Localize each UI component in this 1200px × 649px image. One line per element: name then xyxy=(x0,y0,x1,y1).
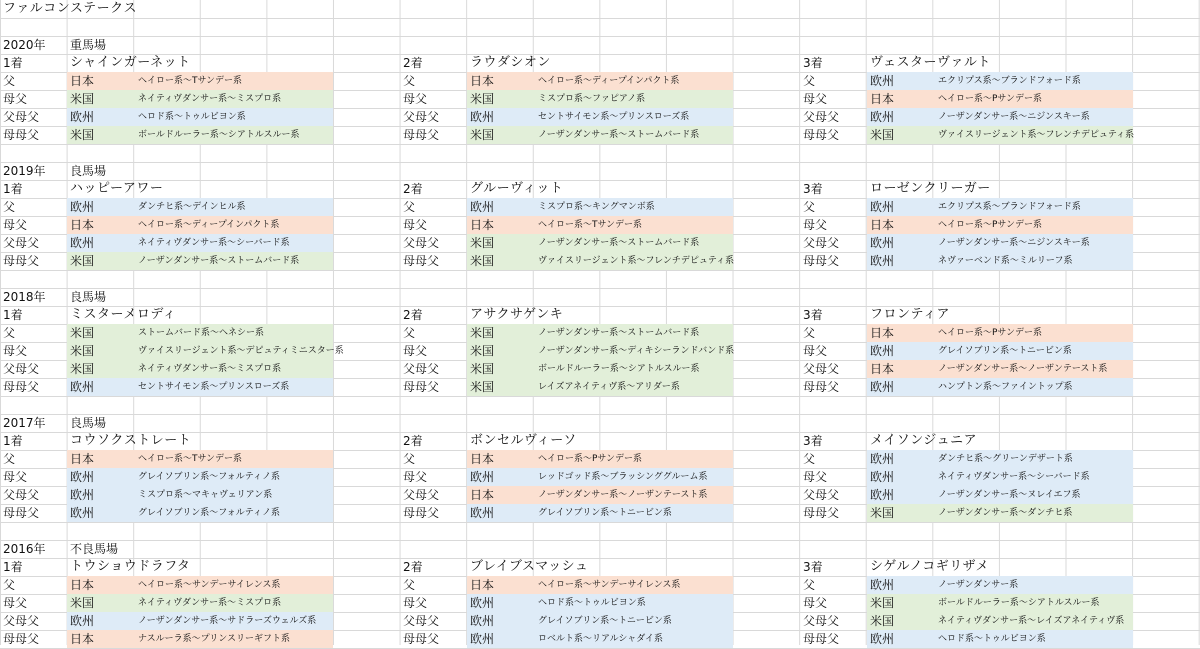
sire-line-cell[interactable]: ダンチヒ系〜グリーンデザート系 xyxy=(933,450,1133,468)
region-cell[interactable]: 日本 xyxy=(867,360,933,378)
sire-line-cell[interactable]: ダンチヒ系〜デインヒル系 xyxy=(133,198,333,216)
lineage-label-cell[interactable]: 母父 xyxy=(403,470,428,484)
region-cell[interactable]: 米国 xyxy=(467,234,533,252)
region-cell[interactable]: 欧州 xyxy=(867,198,933,216)
region-cell[interactable]: 日本 xyxy=(467,450,533,468)
region-cell[interactable]: 米国 xyxy=(467,360,533,378)
year-row xyxy=(0,162,1200,181)
placing-cell[interactable]: 2着 xyxy=(403,182,423,196)
region-cell[interactable]: 米国 xyxy=(467,252,533,270)
sire-line-cell[interactable]: ノーザンダンサー系〜ストームバード系 xyxy=(533,324,733,342)
lineage-label-cell[interactable]: 父 xyxy=(3,452,16,466)
pedigree-row xyxy=(0,198,1200,217)
lineage-label-cell[interactable]: 母母父 xyxy=(3,128,40,142)
region-cell[interactable]: 日本 xyxy=(467,576,533,594)
region-cell[interactable]: 米国 xyxy=(67,360,133,378)
sire-line-cell[interactable]: グレイソブリン系〜フォルティノ系 xyxy=(133,468,333,486)
horse-name-cell[interactable]: ヴェスターヴァルト xyxy=(870,55,991,70)
lineage-label-cell[interactable]: 父母父 xyxy=(403,362,440,376)
blank-row xyxy=(0,522,1200,541)
region-cell[interactable]: 欧州 xyxy=(467,594,533,612)
region-cell[interactable]: 日本 xyxy=(867,216,933,234)
horse-name-cell[interactable]: コウソクストレート xyxy=(70,433,192,448)
sire-line-cell[interactable]: ヘイロー系〜ディープインパクト系 xyxy=(533,72,733,90)
lineage-label-cell[interactable]: 母母父 xyxy=(803,254,840,268)
lineage-label-cell[interactable]: 父 xyxy=(803,200,816,214)
sire-line-cell[interactable]: ノーザンダンサー系〜ストームバード系 xyxy=(133,252,333,270)
horse-name-cell[interactable]: シゲルノコギリザメ xyxy=(870,559,990,574)
sire-line-cell[interactable]: ノーザンダンサー系〜ノーザンテースト系 xyxy=(933,360,1133,378)
lineage-label-cell[interactable]: 父母父 xyxy=(803,488,840,502)
pedigree-row xyxy=(0,126,1200,145)
sire-line-cell[interactable]: ミスプロ系〜ファピアノ系 xyxy=(533,90,733,108)
placing-cell[interactable]: 2着 xyxy=(403,560,423,574)
pedigree-row xyxy=(0,324,1200,343)
placing-cell[interactable]: 3着 xyxy=(803,56,823,70)
horse-name-cell[interactable]: トウショウドラフタ xyxy=(70,559,191,574)
year-cell[interactable]: 2016年 xyxy=(3,542,46,556)
lineage-label-cell[interactable]: 父 xyxy=(3,578,16,592)
pedigree-row xyxy=(0,90,1200,109)
lineage-label-cell[interactable]: 母父 xyxy=(3,218,28,232)
track-condition-cell[interactable]: 良馬場 xyxy=(70,290,107,304)
region-cell[interactable]: 欧州 xyxy=(67,504,133,522)
region-cell[interactable]: 欧州 xyxy=(867,108,933,126)
sire-line-cell[interactable]: ノーザンダンサー系〜サドラーズウェルズ系 xyxy=(133,612,333,630)
lineage-label-cell[interactable]: 父母父 xyxy=(803,236,840,250)
region-cell[interactable]: 米国 xyxy=(67,90,133,108)
region-cell[interactable]: 日本 xyxy=(67,216,133,234)
blank-row xyxy=(0,396,1200,415)
placing-row xyxy=(0,180,1200,199)
lineage-label-cell[interactable]: 父母父 xyxy=(3,488,40,502)
lineage-label-cell[interactable]: 父母父 xyxy=(803,362,840,376)
horse-name-cell[interactable]: ボンセルヴィーソ xyxy=(470,433,577,448)
pedigree-row xyxy=(0,342,1200,361)
sire-line-cell[interactable]: ヘロド系〜トゥルビヨン系 xyxy=(133,108,333,126)
pedigree-row xyxy=(0,234,1200,253)
pedigree-row xyxy=(0,108,1200,127)
horse-name-cell[interactable]: ラウダシオン xyxy=(470,55,551,70)
placing-cell[interactable]: 1着 xyxy=(3,434,23,448)
placing-cell[interactable]: 2着 xyxy=(403,434,423,448)
lineage-label-cell[interactable]: 父母父 xyxy=(3,236,40,250)
placing-row xyxy=(0,54,1200,73)
lineage-label-cell[interactable]: 母母父 xyxy=(803,128,840,142)
pedigree-row xyxy=(0,612,1200,631)
placing-cell[interactable]: 1着 xyxy=(3,308,23,322)
sire-line-cell[interactable]: レッドゴッド系〜ブラッシンググルーム系 xyxy=(533,468,733,486)
pedigree-row xyxy=(0,576,1200,595)
sire-line-cell[interactable]: ネイティヴダンサー系〜レイズアネイティヴ系 xyxy=(933,612,1133,630)
lineage-label-cell[interactable]: 父 xyxy=(403,452,416,466)
lineage-label-cell[interactable]: 母父 xyxy=(803,92,828,106)
horse-name-cell[interactable]: アサクサゲンキ xyxy=(470,307,564,322)
horse-name-cell[interactable]: ブレイブスマッシュ xyxy=(470,559,589,574)
region-cell[interactable]: 日本 xyxy=(467,486,533,504)
region-cell[interactable]: 米国 xyxy=(467,324,533,342)
region-cell[interactable]: 欧州 xyxy=(467,630,533,648)
pedigree-row xyxy=(0,504,1200,523)
sire-line-cell[interactable]: ノーザンダンサー系〜ヌレイエフ系 xyxy=(933,486,1133,504)
pedigree-row xyxy=(0,468,1200,487)
sire-line-cell[interactable]: ヘイロー系〜Pサンデー系 xyxy=(533,450,733,468)
region-cell[interactable]: 欧州 xyxy=(867,252,933,270)
region-cell[interactable]: 欧州 xyxy=(67,378,133,396)
lineage-label-cell[interactable]: 母父 xyxy=(403,218,428,232)
year-row xyxy=(0,288,1200,307)
region-cell[interactable]: 欧州 xyxy=(67,108,133,126)
sire-line-cell[interactable]: ノーザンダンサー系〜ニジンスキー系 xyxy=(933,108,1133,126)
region-cell[interactable]: 米国 xyxy=(467,378,533,396)
region-cell[interactable]: 欧州 xyxy=(867,630,933,648)
sire-line-cell[interactable]: ネイティヴダンサー系〜ミスプロ系 xyxy=(133,90,333,108)
lineage-label-cell[interactable]: 父 xyxy=(403,326,416,340)
sire-line-cell[interactable]: ネイティヴダンサー系〜シーバード系 xyxy=(133,234,333,252)
lineage-label-cell[interactable]: 母父 xyxy=(403,596,428,610)
sire-line-cell[interactable]: ネヴァーベンド系〜ミルリーフ系 xyxy=(933,252,1133,270)
region-cell[interactable]: 米国 xyxy=(467,126,533,144)
pedigree-row xyxy=(0,594,1200,613)
track-condition-cell[interactable]: 良馬場 xyxy=(70,416,107,430)
sire-line-cell[interactable]: ノーザンダンサー系〜ノーザンテースト系 xyxy=(533,486,733,504)
lineage-label-cell[interactable]: 母父 xyxy=(803,344,828,358)
placing-cell[interactable]: 3着 xyxy=(803,434,823,448)
track-condition-cell[interactable]: 重馬場 xyxy=(70,38,107,52)
lineage-label-cell[interactable]: 父母父 xyxy=(403,110,440,124)
placing-cell[interactable]: 3着 xyxy=(803,308,823,322)
title-row xyxy=(0,0,1200,19)
sire-line-cell[interactable]: ヘイロー系〜サンデーサイレンス系 xyxy=(133,576,333,594)
lineage-label-cell[interactable]: 母母父 xyxy=(803,632,840,646)
region-cell[interactable]: 日本 xyxy=(867,90,933,108)
region-cell[interactable]: 米国 xyxy=(67,324,133,342)
sire-line-cell[interactable]: ヴァイスリージェント系〜デピュティミニスター系 xyxy=(133,342,333,360)
pedigree-row xyxy=(0,378,1200,397)
sire-line-cell[interactable]: ヘイロー系〜Tサンデー系 xyxy=(533,216,733,234)
sire-line-cell[interactable]: ヘイロー系〜ディープインパクト系 xyxy=(133,216,333,234)
sire-line-cell[interactable]: ミスプロ系〜マキャヴェリアン系 xyxy=(133,486,333,504)
region-cell[interactable]: 欧州 xyxy=(67,468,133,486)
sire-line-cell[interactable]: グレイソブリン系〜フォルティノ系 xyxy=(133,504,333,522)
horse-name-cell[interactable]: ミスターメロディ xyxy=(70,307,177,322)
lineage-label-cell[interactable]: 母母父 xyxy=(803,506,840,520)
horse-name-cell[interactable]: メイソンジュニア xyxy=(870,433,978,448)
sire-line-cell[interactable]: セントサイモン系〜プリンスローズ系 xyxy=(533,108,733,126)
pedigree-row xyxy=(0,450,1200,469)
placing-row xyxy=(0,306,1200,325)
lineage-label-cell[interactable]: 父 xyxy=(3,326,16,340)
sire-line-cell[interactable]: ネイティヴダンサー系〜ミスプロ系 xyxy=(133,360,333,378)
sire-line-cell[interactable]: ヘロド系〜トゥルビヨン系 xyxy=(933,630,1133,648)
region-cell[interactable]: 欧州 xyxy=(867,234,933,252)
region-cell[interactable]: 欧州 xyxy=(467,198,533,216)
sheet-title-cell[interactable]: ファルコンステークス xyxy=(3,1,137,16)
lineage-label-cell[interactable]: 母母父 xyxy=(803,380,840,394)
lineage-label-cell[interactable]: 父母父 xyxy=(803,614,840,628)
lineage-label-cell[interactable]: 母父 xyxy=(803,596,828,610)
placing-row xyxy=(0,432,1200,451)
lineage-label-cell[interactable]: 父 xyxy=(3,74,16,88)
region-cell[interactable]: 日本 xyxy=(67,450,133,468)
horse-name-cell[interactable]: フロンティア xyxy=(870,307,950,322)
year-row xyxy=(0,414,1200,433)
pedigree-row xyxy=(0,72,1200,91)
placing-row xyxy=(0,558,1200,577)
placing-cell[interactable]: 2着 xyxy=(403,308,423,322)
region-cell[interactable]: 米国 xyxy=(67,252,133,270)
lineage-label-cell[interactable]: 父母父 xyxy=(803,110,840,124)
year-cell[interactable]: 2019年 xyxy=(3,164,46,178)
sire-line-cell[interactable]: ストームバード系〜ヘネシー系 xyxy=(133,324,333,342)
region-cell[interactable]: 米国 xyxy=(867,594,933,612)
placing-cell[interactable]: 3着 xyxy=(803,560,823,574)
lineage-label-cell[interactable]: 母父 xyxy=(3,92,28,106)
sire-line-cell[interactable]: ノーザンダンサー系〜ニジンスキー系 xyxy=(933,234,1133,252)
lineage-label-cell[interactable]: 父 xyxy=(403,578,416,592)
sire-line-cell[interactable]: ロベルト系〜リアルシャダイ系 xyxy=(533,630,733,648)
sire-line-cell[interactable]: ナスルーラ系〜プリンスリーギフト系 xyxy=(133,630,333,648)
region-cell[interactable]: 欧州 xyxy=(867,72,933,90)
sire-line-cell[interactable]: ヘイロー系〜Pサンデー系 xyxy=(933,216,1133,234)
lineage-label-cell[interactable]: 母父 xyxy=(3,596,28,610)
lineage-label-cell[interactable]: 父母父 xyxy=(3,110,40,124)
sire-line-cell[interactable]: グレイソブリン系〜トニービン系 xyxy=(533,612,733,630)
placing-cell[interactable]: 1着 xyxy=(3,182,23,196)
lineage-label-cell[interactable]: 母父 xyxy=(403,92,428,106)
lineage-label-cell[interactable]: 母母父 xyxy=(3,506,40,520)
lineage-label-cell[interactable]: 母母父 xyxy=(403,254,440,268)
pedigree-row xyxy=(0,630,1200,649)
lineage-label-cell[interactable]: 母父 xyxy=(403,344,428,358)
region-cell[interactable]: 米国 xyxy=(67,342,133,360)
region-cell[interactable]: 欧州 xyxy=(467,108,533,126)
region-cell[interactable]: 米国 xyxy=(867,612,933,630)
year-row xyxy=(0,540,1200,559)
lineage-label-cell[interactable]: 母母父 xyxy=(3,254,40,268)
sire-line-cell[interactable]: エクリプス系〜ブランドフォード系 xyxy=(933,198,1133,216)
track-condition-cell[interactable]: 不良馬場 xyxy=(70,542,119,556)
sire-line-cell[interactable]: ヘイロー系〜Tサンデー系 xyxy=(133,72,333,90)
horse-name-cell[interactable]: シャインガーネット xyxy=(70,55,191,70)
lineage-label-cell[interactable]: 父 xyxy=(3,200,16,214)
sire-line-cell[interactable]: ノーザンダンサー系〜ダンチヒ系 xyxy=(933,504,1133,522)
sire-line-cell[interactable]: ネイティヴダンサー系〜ミスプロ系 xyxy=(133,594,333,612)
sire-line-cell[interactable]: ボールドルーラー系〜シアトルスルー系 xyxy=(933,594,1133,612)
region-cell[interactable]: 欧州 xyxy=(67,486,133,504)
lineage-label-cell[interactable]: 母母父 xyxy=(403,506,440,520)
sire-line-cell[interactable]: エクリプス系〜ブランドフォード系 xyxy=(933,72,1133,90)
lineage-label-cell[interactable]: 母母父 xyxy=(403,632,440,646)
sire-line-cell[interactable]: ノーザンダンサー系〜ディキシーランドバンド系 xyxy=(533,342,733,360)
sire-line-cell[interactable]: ノーザンダンサー系〜ストームバード系 xyxy=(533,126,733,144)
lineage-label-cell[interactable]: 父母父 xyxy=(403,614,440,628)
placing-cell[interactable]: 1着 xyxy=(3,56,23,70)
blank-row xyxy=(0,18,1200,37)
sire-line-cell[interactable]: ボールドルーラー系〜シアトルスルー系 xyxy=(533,360,733,378)
region-cell[interactable]: 欧州 xyxy=(867,378,933,396)
region-cell[interactable]: 欧州 xyxy=(867,468,933,486)
region-cell[interactable]: 欧州 xyxy=(867,486,933,504)
lineage-label-cell[interactable]: 母父 xyxy=(803,218,828,232)
sire-line-cell[interactable]: ヴァイスリージェント系〜フレンチデピュティ系 xyxy=(533,252,733,270)
track-condition-cell[interactable]: 良馬場 xyxy=(70,164,107,178)
lineage-label-cell[interactable]: 父 xyxy=(803,452,816,466)
year-cell[interactable]: 2018年 xyxy=(3,290,46,304)
lineage-label-cell[interactable]: 父 xyxy=(403,200,416,214)
lineage-label-cell[interactable]: 父母父 xyxy=(3,614,40,628)
blank-row xyxy=(0,270,1200,289)
sire-line-cell[interactable]: ノーザンダンサー系 xyxy=(933,576,1133,594)
placing-cell[interactable]: 1着 xyxy=(3,560,23,574)
sire-line-cell[interactable]: レイズアネイティヴ系〜アリダー系 xyxy=(533,378,733,396)
year-cell[interactable]: 2020年 xyxy=(3,38,46,52)
lineage-label-cell[interactable]: 父 xyxy=(803,74,816,88)
lineage-label-cell[interactable]: 父 xyxy=(403,74,416,88)
lineage-label-cell[interactable]: 父 xyxy=(803,578,816,592)
horse-name-cell[interactable]: グルーヴィット xyxy=(470,181,564,196)
region-cell[interactable]: 欧州 xyxy=(467,612,533,630)
region-cell[interactable]: 欧州 xyxy=(67,234,133,252)
lineage-label-cell[interactable]: 母母父 xyxy=(3,632,40,646)
blank-row xyxy=(0,144,1200,163)
region-cell[interactable]: 欧州 xyxy=(467,504,533,522)
lineage-label-cell[interactable]: 母母父 xyxy=(3,380,40,394)
region-cell[interactable]: 米国 xyxy=(67,594,133,612)
region-cell[interactable]: 日本 xyxy=(67,72,133,90)
sire-line-cell[interactable]: グレイソブリン系〜トニービン系 xyxy=(533,504,733,522)
pedigree-row xyxy=(0,486,1200,505)
region-cell[interactable]: 米国 xyxy=(467,342,533,360)
sire-line-cell[interactable]: ヴァイスリージェント系〜フレンチデピュティ系 xyxy=(933,126,1133,144)
region-cell[interactable]: 欧州 xyxy=(467,468,533,486)
region-cell[interactable]: 米国 xyxy=(867,504,933,522)
year-row xyxy=(0,36,1200,55)
sire-line-cell[interactable]: ヘイロー系〜サンデーサイレンス系 xyxy=(533,576,733,594)
sire-line-cell[interactable]: ミスプロ系〜キングマンボ系 xyxy=(533,198,733,216)
region-cell[interactable]: 米国 xyxy=(867,126,933,144)
lineage-label-cell[interactable]: 父母父 xyxy=(403,488,440,502)
region-cell[interactable]: 日本 xyxy=(67,576,133,594)
lineage-label-cell[interactable]: 父母父 xyxy=(3,362,40,376)
region-cell[interactable]: 日本 xyxy=(467,216,533,234)
sire-line-cell[interactable]: ヘロド系〜トゥルビヨン系 xyxy=(533,594,733,612)
region-cell[interactable]: 米国 xyxy=(67,126,133,144)
year-cell[interactable]: 2017年 xyxy=(3,416,46,430)
placing-cell[interactable]: 2着 xyxy=(403,56,423,70)
region-cell[interactable]: 日本 xyxy=(467,72,533,90)
sire-line-cell[interactable]: ノーザンダンサー系〜ストームバード系 xyxy=(533,234,733,252)
region-cell[interactable]: 日本 xyxy=(67,630,133,648)
lineage-label-cell[interactable]: 母父 xyxy=(803,470,828,484)
lineage-label-cell[interactable]: 母父 xyxy=(3,470,28,484)
pedigree-row xyxy=(0,360,1200,379)
pedigree-row xyxy=(0,252,1200,271)
region-cell[interactable]: 欧州 xyxy=(867,450,933,468)
region-cell[interactable]: 欧州 xyxy=(867,342,933,360)
sire-line-cell[interactable]: ヘイロー系〜Tサンデー系 xyxy=(133,450,333,468)
sire-line-cell[interactable]: ネイティヴダンサー系〜シーバード系 xyxy=(933,468,1133,486)
region-cell[interactable]: 欧州 xyxy=(867,576,933,594)
lineage-label-cell[interactable]: 父母父 xyxy=(403,236,440,250)
region-cell[interactable]: 日本 xyxy=(867,324,933,342)
placing-cell[interactable]: 3着 xyxy=(803,182,823,196)
sire-line-cell[interactable]: グレイソブリン系〜トニービン系 xyxy=(933,342,1133,360)
lineage-label-cell[interactable]: 母母父 xyxy=(403,128,440,142)
horse-name-cell[interactable]: ハッピーアワー xyxy=(70,181,164,196)
lineage-label-cell[interactable]: 父 xyxy=(803,326,816,340)
horse-name-cell[interactable]: ローゼンクリーガー xyxy=(870,181,991,196)
lineage-label-cell[interactable]: 母父 xyxy=(3,344,28,358)
sire-line-cell[interactable]: セントサイモン系〜プリンスローズ系 xyxy=(133,378,333,396)
lineage-label-cell[interactable]: 母母父 xyxy=(403,380,440,394)
sire-line-cell[interactable]: ヘイロー系〜Pサンデー系 xyxy=(933,324,1133,342)
region-cell[interactable]: 欧州 xyxy=(67,612,133,630)
region-cell[interactable]: 欧州 xyxy=(67,198,133,216)
sire-line-cell[interactable]: ハンプトン系〜ファイントップ系 xyxy=(933,378,1133,396)
sire-line-cell[interactable]: ヘイロー系〜Pサンデー系 xyxy=(933,90,1133,108)
pedigree-row xyxy=(0,216,1200,235)
sire-line-cell[interactable]: ボールドルーラー系〜シアトルスルー系 xyxy=(133,126,333,144)
region-cell[interactable]: 米国 xyxy=(467,90,533,108)
